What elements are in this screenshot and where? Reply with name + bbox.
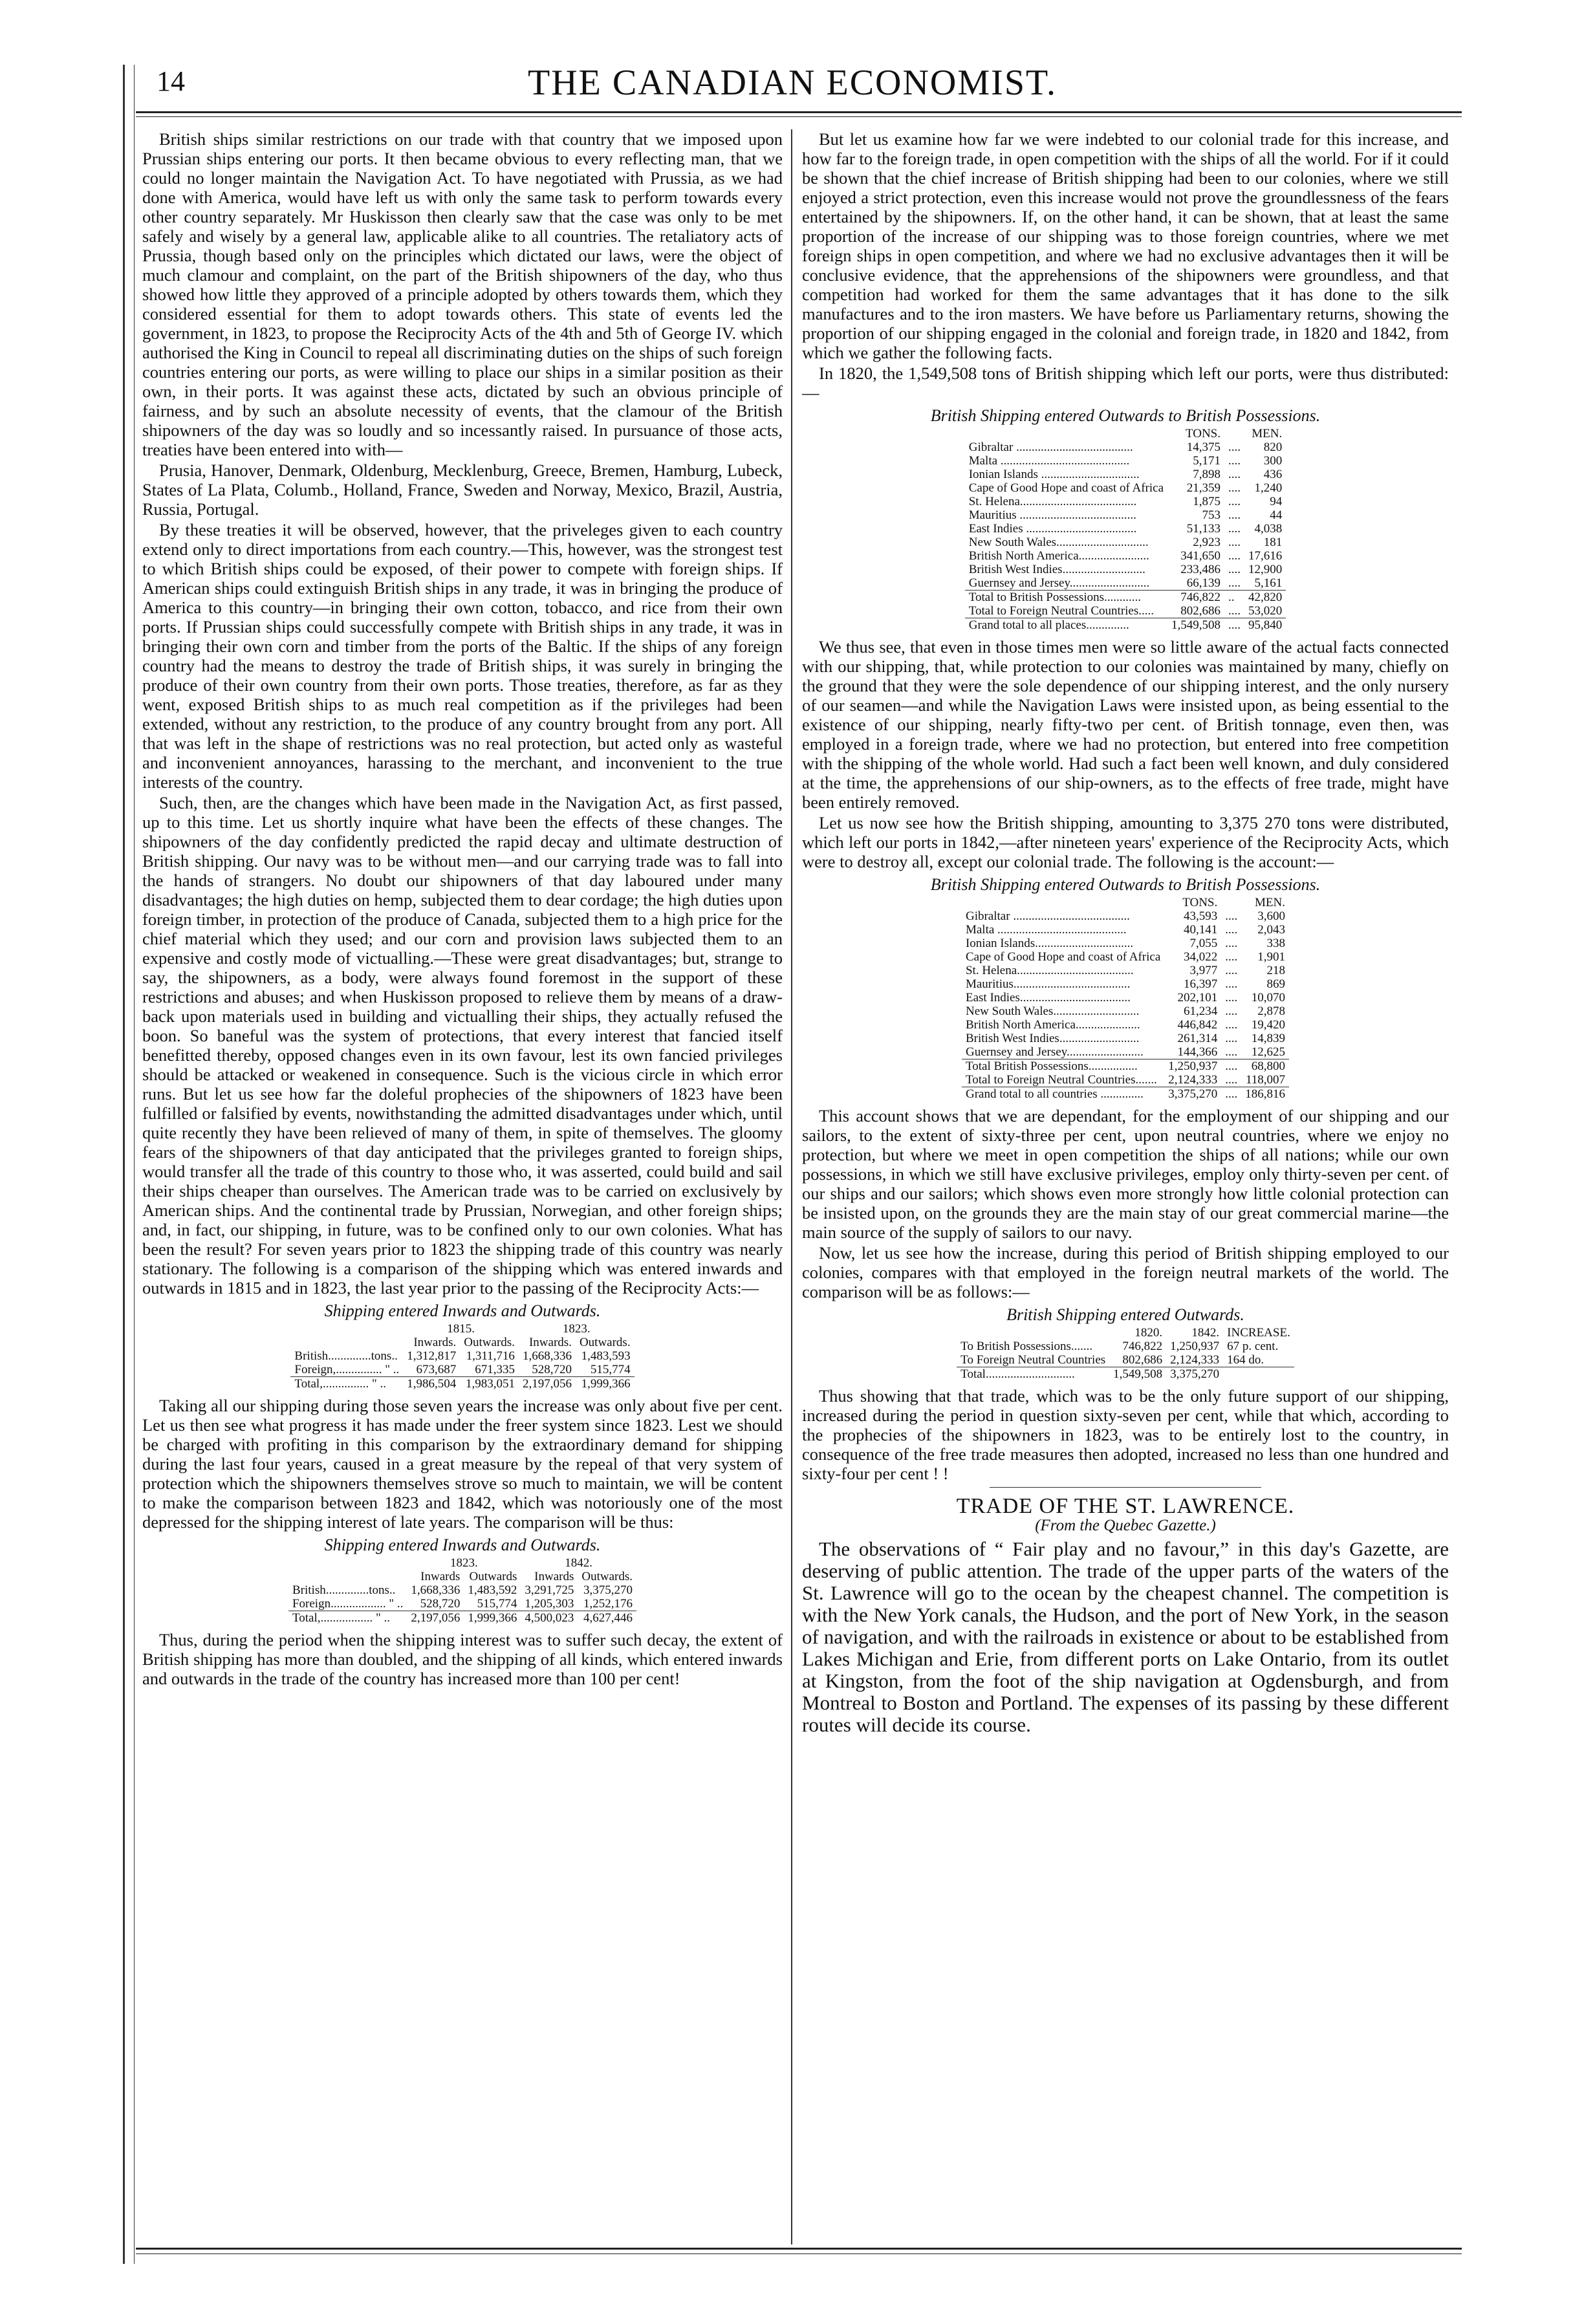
row-label: Total............................. bbox=[957, 1367, 1109, 1382]
row-label: St. Helena...................................... bbox=[968, 495, 1137, 508]
cell: 3,375,270 bbox=[1166, 1367, 1223, 1382]
cell: 2,043 bbox=[1257, 923, 1285, 937]
column-header: TONS. bbox=[1182, 896, 1218, 909]
table-row: Ionian Islands ................................ 7,898 .... 436 bbox=[965, 468, 1286, 481]
table-row: Gibraltar ...................................... 43,593 .... 3,600 bbox=[962, 909, 1289, 923]
table-caption: British Shipping entered Outwards to British Possessions. bbox=[930, 406, 1321, 425]
cell: 17,616 bbox=[1248, 549, 1283, 563]
shipping-table-1815-1823 bbox=[290, 1322, 634, 1391]
table-header-row bbox=[288, 1570, 636, 1583]
paragraph: In 1820, the 1,549,508 tons of British shipping which left our ports, were thus distributed:— bbox=[802, 364, 1449, 402]
table-header-row bbox=[965, 427, 1286, 440]
cell: 1,240 bbox=[1254, 481, 1283, 495]
table-header-row bbox=[957, 1326, 1294, 1340]
table-row bbox=[957, 1340, 1294, 1353]
row-label: Mauritius ...................................... bbox=[968, 508, 1136, 522]
table-row: Mauritius ...................................... 753 .... 44 bbox=[965, 508, 1286, 522]
row-label: Ionian Islands................................ bbox=[965, 937, 1134, 950]
cell: 1,311,716 bbox=[466, 1349, 515, 1363]
table-row: British North America..................... 446,842 .... 19,420 bbox=[962, 1018, 1289, 1032]
row-label: Total,................. " .. bbox=[288, 1611, 407, 1625]
left-column bbox=[142, 129, 783, 1689]
cell: 51,133 bbox=[1186, 522, 1221, 536]
paragraph: Taking all our shipping during those seven years the increase was only about five per cent. Let us then see what progress it has made under the freer system since 1823. Lest we should be charged with profiting in this comparison by the extraordinary demand for shipping during the last four years, caused in a great measure by the repeal of that very system of protection which the shipowners themselves strove so much to maintain, we will be content to make the comparison between 1823 and 1842, which was notoriously one of the most depressed for the shipping interest of late years. The comparison will be thus: bbox=[142, 1396, 783, 1532]
column-header: Inwards. bbox=[413, 1336, 457, 1349]
row-label: Foreign.................. " .. bbox=[292, 1597, 404, 1611]
cell: 341,650 bbox=[1180, 549, 1221, 563]
cell: 42,820 bbox=[1244, 591, 1286, 605]
cell: 2,197,056 bbox=[519, 1377, 576, 1391]
cell: 1,483,593 bbox=[581, 1349, 631, 1363]
row-label: East Indies.................................... bbox=[965, 991, 1131, 1005]
cell: 144,366 bbox=[1177, 1045, 1218, 1059]
year-header: 1823. bbox=[562, 1322, 591, 1336]
article-title: TRADE OF THE ST. LAWRENCE. bbox=[956, 1494, 1295, 1518]
column-header: INCREASE. bbox=[1227, 1326, 1290, 1340]
table-row bbox=[288, 1583, 636, 1597]
column-header: Inwards bbox=[534, 1570, 574, 1583]
publication-title: THE CANADIAN ECONOMIST. bbox=[527, 63, 1058, 103]
cell: 5,161 bbox=[1254, 576, 1283, 590]
cell: 1,549,508 bbox=[1167, 618, 1224, 633]
left-border-rules bbox=[123, 65, 135, 2264]
table-row: Cape of Good Hope and coast of Africa 21,359 .... 1,240 bbox=[965, 481, 1286, 495]
row-label: Guernsey and Jersey.......................... bbox=[968, 576, 1150, 590]
cell: 1,999,366 bbox=[464, 1611, 521, 1625]
table-row bbox=[290, 1349, 634, 1363]
row-label: To Foreign Neutral Countries bbox=[960, 1353, 1106, 1367]
trade-article bbox=[802, 1487, 1449, 1736]
cell: 869 bbox=[1266, 977, 1285, 991]
cell: 673,687 bbox=[416, 1363, 457, 1376]
table-caption: Shipping entered Inwards and Outwards. bbox=[324, 1536, 601, 1554]
cell: 1,901 bbox=[1257, 950, 1285, 964]
year-header: 1823. bbox=[450, 1556, 478, 1570]
row-label: To British Possessions....... bbox=[960, 1340, 1093, 1353]
cell: 746,822 bbox=[1167, 591, 1224, 605]
row-label: Gibraltar ...................................... bbox=[968, 440, 1133, 454]
cell: 3,375,270 bbox=[1164, 1087, 1221, 1102]
paragraph: Thus showing that that trade, which was to be the only future support of our shipping, increased during the period in question sixty-seven per cent, while that which, according to the prophecies of the shipowners in 1823, was to be entirely lost to the country, in consequence of the free trade measures then adopted, increased no less than one hundred and sixty-four per cent ! ! bbox=[802, 1386, 1449, 1483]
grand-total-row: Grand total to all countries .............. 3,375,270 .... 186,816 bbox=[962, 1087, 1289, 1102]
row-label: Malta .......................................... bbox=[968, 454, 1130, 468]
cell: 1,668,336 bbox=[522, 1349, 572, 1363]
table-row: Malta .......................................... 5,171 .... 300 bbox=[965, 454, 1286, 468]
cell: 40,141 bbox=[1184, 923, 1218, 937]
cell: 233,486 bbox=[1180, 563, 1221, 576]
cell: 1,986,504 bbox=[403, 1377, 460, 1391]
cell: 61,234 bbox=[1184, 1005, 1218, 1018]
cell: 515,774 bbox=[590, 1363, 631, 1376]
paragraph: Let us now see how the British shipping, amounting to 3,375 270 tons were distributed, which left our ports in 1842,—after nineteen years' experience of the Reciprocity Acts, which were to destroy all, except our colonial trade. The following is the account:— bbox=[802, 813, 1449, 871]
row-label: East Indies .................................... bbox=[968, 522, 1137, 536]
shipping-table-1823-1842 bbox=[288, 1556, 636, 1625]
row-label: New South Wales............................ bbox=[965, 1005, 1140, 1018]
row-label: Cape of Good Hope and coast of Africa bbox=[968, 481, 1164, 495]
column-header: MEN. bbox=[1255, 896, 1285, 909]
page-header bbox=[116, 65, 1468, 110]
row-label: British..............tons.. bbox=[294, 1349, 398, 1363]
cell: 1,312,817 bbox=[407, 1349, 457, 1363]
paragraph: Prusia, Hanover, Denmark, Oldenburg, Mecklenburg, Greece, Bremen, Hamburg, Lubeck, States of La Plata, Columb., Holland, France, Sweden and Norway, Mexico, Brazil, Austria, Russia, Portugal. bbox=[142, 461, 783, 519]
cell: 1,999,366 bbox=[576, 1377, 635, 1391]
cell: 164 do. bbox=[1227, 1353, 1264, 1367]
cell: 753 bbox=[1202, 508, 1221, 522]
row-label: Foreign,............... " .. bbox=[294, 1363, 400, 1376]
footer-rule-thin bbox=[136, 2253, 1462, 2254]
table-header-row bbox=[962, 896, 1289, 909]
cell: 1,250,937 bbox=[1170, 1340, 1220, 1353]
cell: 12,625 bbox=[1251, 1045, 1285, 1059]
row-label: Gibraltar ...................................... bbox=[965, 909, 1130, 923]
table-row: East Indies .................................... 51,133 .... 4,038 bbox=[965, 522, 1286, 536]
row-label: Malta .......................................... bbox=[965, 923, 1127, 937]
cell: 1,252,176 bbox=[583, 1597, 633, 1611]
row-label: British West Indies.......................... bbox=[965, 1032, 1140, 1045]
header-rule-thin bbox=[136, 116, 1462, 117]
row-label: Guernsey and Jersey......................... bbox=[965, 1045, 1144, 1059]
cell: 436 bbox=[1263, 468, 1283, 481]
cell: 3,600 bbox=[1257, 909, 1285, 923]
cell: 68,800 bbox=[1241, 1059, 1289, 1074]
subtotal-row: Total to Foreign Neutral Countries..... 802,686 .... 53,020 bbox=[965, 604, 1286, 618]
cell: 67 p. cent. bbox=[1227, 1340, 1279, 1353]
cell: 202,101 bbox=[1177, 991, 1218, 1005]
table-row: St. Helena...................................... 3,977 .... 218 bbox=[962, 964, 1289, 977]
table-caption: Shipping entered Inwards and Outwards. bbox=[324, 1301, 601, 1320]
outwards-table-1842 bbox=[962, 896, 1289, 1101]
row-label: Total to British Possessions............ bbox=[965, 591, 1167, 605]
year-header: 1815. bbox=[447, 1322, 475, 1336]
cell: 181 bbox=[1263, 536, 1283, 549]
table-row: Cape of Good Hope and coast of Africa 34,022 .... 1,901 bbox=[962, 950, 1289, 964]
cell: 2,878 bbox=[1257, 1005, 1285, 1018]
cell: 21,359 bbox=[1186, 481, 1221, 495]
cell: 746,822 bbox=[1122, 1340, 1163, 1353]
cell: 300 bbox=[1263, 454, 1283, 468]
cell: 16,397 bbox=[1184, 977, 1218, 991]
footer-rule bbox=[136, 2248, 1462, 2250]
row-label: Mauritius...................................... bbox=[965, 977, 1131, 991]
row-label: St. Helena...................................... bbox=[965, 964, 1134, 977]
header-rule bbox=[136, 111, 1462, 113]
table-header-row bbox=[290, 1336, 634, 1349]
table-row: St. Helena...................................... 1,875 .... 94 bbox=[965, 495, 1286, 508]
cell: 53,020 bbox=[1248, 604, 1283, 618]
table-row bbox=[288, 1597, 636, 1611]
row-label: Ionian Islands ................................ bbox=[968, 468, 1140, 481]
cell: 218 bbox=[1266, 964, 1285, 977]
column-header: Inwards. bbox=[528, 1336, 572, 1349]
cell: 671,335 bbox=[475, 1363, 515, 1376]
row-label: Total to Foreign Neutral Countries....... bbox=[965, 1073, 1157, 1087]
subtotal-row: Total to British Possessions............ 746,822 .. 42,820 bbox=[965, 591, 1286, 605]
cell: 118,007 bbox=[1245, 1073, 1285, 1087]
cell: 44 bbox=[1270, 508, 1283, 522]
table-header-row bbox=[288, 1556, 636, 1570]
column-header: Outwards. bbox=[464, 1336, 515, 1349]
cell: 12,900 bbox=[1248, 563, 1283, 576]
cell: 802,686 bbox=[1180, 604, 1221, 618]
table-row bbox=[957, 1353, 1294, 1367]
cell: 338 bbox=[1266, 937, 1285, 950]
row-label: Grand total to all countries .............. bbox=[962, 1087, 1164, 1102]
outwards-comparison-table bbox=[957, 1326, 1294, 1381]
cell: 528,720 bbox=[532, 1363, 572, 1376]
cell: 1,549,508 bbox=[1109, 1367, 1166, 1382]
table-row: Ionian Islands................................ 7,055 .... 338 bbox=[962, 937, 1289, 950]
cell: 4,500,023 bbox=[521, 1611, 578, 1625]
cell: 186,816 bbox=[1241, 1087, 1289, 1102]
cell: 14,839 bbox=[1251, 1032, 1285, 1045]
table-row: Malta .......................................... 40,141 .... 2,043 bbox=[962, 923, 1289, 937]
cell: 34,022 bbox=[1184, 950, 1218, 964]
cell: 4,038 bbox=[1254, 522, 1283, 536]
cell: 820 bbox=[1263, 440, 1283, 454]
right-column bbox=[802, 129, 1449, 1737]
table-row: New South Wales.............................. 2,923 .... 181 bbox=[965, 536, 1286, 549]
table-row: British West Indies........................... 233,486 .... 12,900 bbox=[965, 563, 1286, 576]
paragraph: The observations of “ Fair play and no favour,” in this day's Gazette, are deserving of public attention. The trade of the upper parts of the waters of the St. Lawrence will go to the ocean by the cheapest channel. The competition is with the New York canals, the Hudson, and the port of New York, in the season of navigation, and with the railroads in existence or about to be established from Lakes Michigan and Erie, from different ports on Lake Ontario, from its outlet at Kingston, from the foot of the ship navigation at Ogdensburgh, and from Montreal to Boston and Portland. The expenses of its passing by these different routes will decide its course. bbox=[802, 1537, 1449, 1736]
row-label: Total,............... " .. bbox=[290, 1377, 403, 1391]
page-number: 14 bbox=[157, 65, 185, 97]
subtotal-row: Total British Possessions................ 1,250,937 .... 68,800 bbox=[962, 1059, 1289, 1074]
cell bbox=[1223, 1367, 1294, 1382]
row-label: British North America....................... bbox=[968, 549, 1149, 563]
cell: 3,977 bbox=[1189, 964, 1218, 977]
paragraph: This account shows that we are dependant, for the employment of our shipping and our sailors, to the extent of sixty-three per cent, upon neutral countries, where we enjoy no protection, but where we meet in open competition the ships of all nations; while our own possessions, in which we still have exclusive privileges, employ only thirty-seven per cent. of our ships and our sailors; which shows even more strongly how little colonial protection can be insisted upon, on the grounds they are the main stay of our great commercial marine—the main source of the supply of sailors to our navy. bbox=[802, 1106, 1449, 1242]
cell: 261,314 bbox=[1177, 1032, 1218, 1045]
column-divider bbox=[791, 129, 792, 2244]
column-header: TONS. bbox=[1185, 427, 1221, 440]
cell: 10,070 bbox=[1251, 991, 1285, 1005]
cell: 4,627,446 bbox=[578, 1611, 636, 1625]
cell: 1,668,336 bbox=[411, 1583, 461, 1597]
article-rule bbox=[990, 1487, 1261, 1488]
cell: 66,139 bbox=[1186, 576, 1221, 590]
cell: 1,205,303 bbox=[525, 1597, 574, 1611]
cell: 94 bbox=[1270, 495, 1283, 508]
cell: 14,375 bbox=[1186, 440, 1221, 454]
table-caption: British Shipping entered Outwards to British Possessions. bbox=[930, 875, 1321, 894]
table-row: British West Indies.......................... 261,314 .... 14,839 bbox=[962, 1032, 1289, 1045]
cell: 3,291,725 bbox=[525, 1583, 574, 1597]
table-caption: British Shipping entered Outwards. bbox=[1006, 1305, 1244, 1324]
cell: 7,055 bbox=[1189, 937, 1218, 950]
cell: 1,483,592 bbox=[468, 1583, 517, 1597]
table-row: Guernsey and Jersey......................... 144,366 .... 12,625 bbox=[962, 1045, 1289, 1059]
cell: 802,686 bbox=[1122, 1353, 1163, 1367]
paragraph: But let us examine how far we were indebted to our colonial trade for this increase, and how far to the foreign trade, in open competition with the ships of all the world. For if it could be shown that the chief increase of British shipping had been to our colonies, where we still enjoyed a strict protection, even this increase would not prove the groundlessness of the fears entertained by the shipowners. If, on the other hand, it can be shown, that at least the same proportion of the increase of our shipping was to those foreign countries, where we met foreign ships in open competition, and where we had no exclusive advantages then it will be conclusive evidence, that the apprehensions of the shipowners were groundless, and that competition had worked for them the same advantages that it has done to the silk manufactures and to the iron masters. We have before us Parliamentary returns, showing the proportion of our shipping engaged in the colonial and foreign trade, in 1820 and 1842, from which we gather the following facts. bbox=[802, 129, 1449, 362]
row-label: British West Indies........................... bbox=[968, 563, 1145, 576]
column-header: MEN. bbox=[1252, 427, 1283, 440]
column-header: Outwards. bbox=[581, 1570, 633, 1583]
paragraph: We thus see, that even in those times men were so little aware of the actual facts connected with our shipping, that, while protection to our colonies was maintained by many, chiefly on the ground that they were the sole dependence of our shipping interest, and the only nursery of our seamen—and while the Navigation Laws were insisted upon, as being essential to the existence of our shipping, nearly fifty-two per cent. of British tonnage, even then, was employed in a foreign trade, where we had no protection, but entered into free competition with the shipping of the whole world. Had such a fact been well known, and duly considered at the time, the apprehensions of our ship-owners, as to the effects of free trade, might have been entirely removed. bbox=[802, 637, 1449, 812]
cell: 3,375,270 bbox=[583, 1583, 633, 1597]
total-row bbox=[957, 1367, 1294, 1382]
row-label: Grand total to all places.............. bbox=[965, 618, 1167, 633]
table-row bbox=[290, 1363, 634, 1377]
paragraph: By these treaties it will be observed, however, that the priveleges given to each country extend only to direct importations from each country.—This, however, was the strongest test to which British ships could be exposed, of their power to compete with foreign ships. If American ships could extinguish British ships in any trade, it was in bringing the produce of America to this country—in bringing their own cotton, tobacco, and rice from their own ports. If Prussian ships could successfully compete with British ships in any trade, it was in bringing their own corn and timber from the ports of the Baltic. If the ships of any foreign country had the means to destroy the trade of British ships, it was surely in bringing the produce of their own country from their own ports. Those treaties, therefore, as far as they went, exposed British ships to as much real competition as if the privileges had been extended, without any restriction, to the produce of any country brought from any port. All that was left in the shape of restrictions was no real protection, but acted only as wasteful and inconvenient annoyances, harassing to the merchant, and inconvenient to the true interests of the country. bbox=[142, 520, 783, 792]
paragraph: British ships similar restrictions on our trade with that country that we imposed upon Prussian ships entering our ports. It then became obvious to every reflecting man, that we could no longer maintain the Navigation Act. To have negotiated with Prussia, as we had done with America, would have left us with only the same task to perform towards every other country separately. Mr Huskisson then clearly saw that the case was only to be met safely and wisely by a general law, applicable alike to all countries. The retaliatory acts of Prussia, though based only on the principles which dictated our laws, were the object of much clamour and complaint, on the part of the British shipowners of the day, who thus showed how little they approved of a principle adopted by others towards them, which they considered essential for them to adopt towards others. This state of events led the government, in 1823, to propose the Reciprocity Acts of the 4th and 5th of George IV. which authorised the King in Council to repeal all discriminating duties on the ships of such foreign countries entering our ports, as were willing to place our ships in a similar position as their own, in their ports. It was against these acts, dictated by such an obvious principle of fairness, and by such an absolute necessity of events, that the clamour of the British shipowners of the day was so loudly and so incessantly raised. In pursuance of those acts, treaties have been entered into with— bbox=[142, 129, 783, 459]
column-header: Outwards bbox=[469, 1570, 517, 1583]
cell: 528,720 bbox=[420, 1597, 461, 1611]
paragraph: Such, then, are the changes which have been made in the Navigation Act, as first passed, up to this time. Let us shortly inquire what have been the effects of these changes. The shipowners of the day confidently predicted the rapid decay and ultimate destruction of British shipping. Our navy was to be without men—and our carrying trade was to fall into the hands of strangers. No doubt our shipowners of that day laboured under many disadvantages; the high duties on hemp, subjected them to dear cordage; the high duties upon foreign timber, in protection of the produce of Canada, subjected them to a high price for the chief material which they used; and our corn and provision laws subjected them to an expensive and costly mode of victualling.—These were great disadvantages; but, strange to say, the shipowners, as a body, were always found foremost in the support of these restrictions and abuses; and when Huskisson proposed to relieve them by means of a draw-back upon materials used in building and victualling their ships, they actually refused the boon. So baneful was the system of protections, that every interest that fancied itself benefitted thereby, opposed changes even in its own favour, lest its own fancied privileges should be attacked or weakened in consequence. Such is the vicious circle in which error runs. But let us see how far the doleful prophecies of the shipowners of 1823 have been fulfilled or falsified by events, nowithstanding the admitted disadvantages under which, until quite recently they have been relieved of many of them, in spite of themselves. The gloomy fears of the shipowners of that day anticipated that the privileges granted to foreign ships, would transfer all the trade of this country to those who, it was asserted, could build and sail their ships cheaper than ourselves. The American trade was to be carried on exclusively by American ships. And the continental trade by Prussian, Norwegian, and other foreign ships; and, in fact, our shipping, in future, was to be confined only to our own colonies. What has been the result? For seven years prior to 1823 the shipping trade of this country was nearly stationary. The following is a comparison of the shipping which was entered inwards and outwards in 1815 and in 1823, the last year prior to the passing of the Reciprocity Acts:— bbox=[142, 793, 783, 1298]
cell: 43,593 bbox=[1184, 909, 1218, 923]
cell: 1,250,937 bbox=[1164, 1059, 1221, 1074]
cell: 446,842 bbox=[1177, 1018, 1218, 1032]
table-row: Guernsey and Jersey.......................... 66,139 .... 5,161 bbox=[965, 576, 1286, 591]
cell: 1,875 bbox=[1193, 495, 1221, 508]
table-row: Gibraltar ...................................... 14,375 .... 820 bbox=[965, 440, 1286, 454]
row-label: British North America..................... bbox=[965, 1018, 1140, 1032]
newspaper-page bbox=[116, 13, 1468, 2290]
total-row bbox=[290, 1377, 634, 1391]
cell: 2,923 bbox=[1193, 536, 1221, 549]
row-label: Cape of Good Hope and coast of Africa bbox=[965, 950, 1161, 964]
table-row: British North America....................... 341,650 .... 17,616 bbox=[965, 549, 1286, 563]
column-header: Inwards bbox=[420, 1570, 461, 1583]
cell: 1,983,051 bbox=[460, 1377, 519, 1391]
year-header: 1842. bbox=[565, 1556, 593, 1570]
table-row: New South Wales............................ 61,234 .... 2,878 bbox=[962, 1005, 1289, 1018]
cell: 515,774 bbox=[477, 1597, 517, 1611]
subtotal-row: Total to Foreign Neutral Countries....... 2,124,333 .... 118,007 bbox=[962, 1073, 1289, 1087]
row-label: Total British Possessions................ bbox=[962, 1059, 1164, 1074]
cell: 19,420 bbox=[1251, 1018, 1285, 1032]
row-label: British..............tons.. bbox=[292, 1583, 396, 1597]
outwards-table-1820 bbox=[965, 427, 1286, 632]
cell: 7,898 bbox=[1193, 468, 1221, 481]
cell: 2,124,333 bbox=[1170, 1353, 1220, 1367]
total-row bbox=[288, 1611, 636, 1625]
table-row: Mauritius...................................... 16,397 .... 869 bbox=[962, 977, 1289, 991]
paragraph: Thus, during the period when the shipping interest was to suffer such decay, the extent of British shipping has more than doubled, and the shipping of all kinds, which entered inwards and outwards in the trade of the country has increased more than 100 per cent! bbox=[142, 1630, 783, 1688]
column-header: Outwards. bbox=[579, 1336, 631, 1349]
cell: 5,171 bbox=[1193, 454, 1221, 468]
article-source: (From the Quebec Gazette.) bbox=[1035, 1517, 1216, 1534]
table-row: East Indies.................................... 202,101 .... 10,070 bbox=[962, 991, 1289, 1005]
cell: 2,124,333 bbox=[1168, 1073, 1218, 1087]
row-label: New South Wales.............................. bbox=[968, 536, 1149, 549]
cell: 2,197,056 bbox=[407, 1611, 464, 1625]
column-header: 1842. bbox=[1191, 1326, 1220, 1340]
cell: 95,840 bbox=[1244, 618, 1286, 633]
column-header: 1820. bbox=[1134, 1326, 1163, 1340]
row-label: Total to Foreign Neutral Countries..... bbox=[968, 604, 1154, 618]
table-header-row bbox=[290, 1322, 634, 1336]
grand-total-row: Grand total to all places.............. 1,549,508 .... 95,840 bbox=[965, 618, 1286, 633]
paragraph: Now, let us see how the increase, during this period of British shipping employed to our colonies, compares with that employed in the foreign neutral markets of the world. The comparison will be as follows:— bbox=[802, 1243, 1449, 1301]
